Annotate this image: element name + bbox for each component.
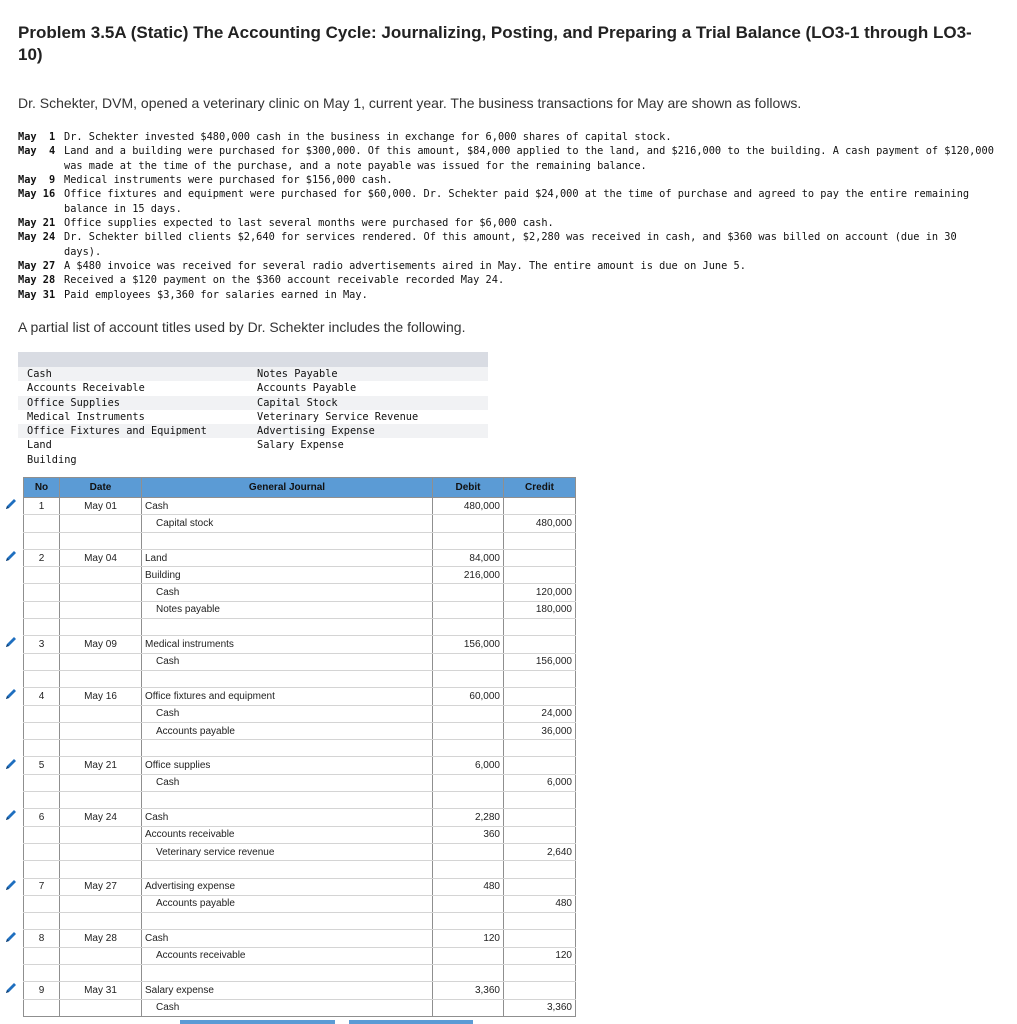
empty-cell [433,619,504,636]
empty-cell [433,670,504,687]
debit-amount: 3,360 [433,982,504,999]
entry-date [60,895,142,912]
entry-date: May 09 [60,636,142,653]
empty-cell [433,861,504,878]
debit-amount: 480 [433,878,504,895]
account-title-row [18,438,488,452]
account-title: Capital Stock [257,396,338,409]
account-title: Medical Instruments [27,410,145,423]
account-title: Notes Payable [257,368,338,380]
account-title [257,453,488,467]
journal-row [24,757,576,774]
journal-account: Accounts receivable [142,826,433,843]
empty-cell [60,861,142,878]
empty-cell [433,740,504,757]
entry-number: 6 [24,809,60,826]
empty-cell [504,740,576,757]
journal-row [24,722,576,739]
account-title: Accounts Payable [257,382,357,395]
entry-number [24,705,60,722]
transaction-text: Paid employees $3,360 for salaries earned in May. [64,288,368,301]
transaction-text: Received a $120 payment on the $360 account receivable recorded May 24. [64,274,505,287]
general-journal-table [23,477,576,1017]
empty-cell [142,861,433,878]
credit-amount: 480,000 [504,515,576,532]
transaction-row [18,130,998,144]
entry-date: May 28 [60,930,142,947]
account-title-row [18,453,488,467]
entry-date [60,722,142,739]
entry-number [24,567,60,584]
entry-number: 8 [24,930,60,947]
entry-date [60,947,142,964]
empty-cell [142,965,433,982]
journal-row [24,826,576,843]
debit-amount [433,515,504,532]
credit-amount [504,878,576,895]
col-header-no: No [24,478,60,498]
credit-amount: 156,000 [504,653,576,670]
empty-cell [433,792,504,809]
entry-date [60,999,142,1016]
journal-account: Cash [142,999,433,1016]
journal-spacer-row [24,619,576,636]
empty-cell [24,619,60,636]
entry-number [24,601,60,618]
debit-amount [433,895,504,912]
transaction-date: May 16 [18,188,56,201]
entry-number [24,515,60,532]
entry-date [60,653,142,670]
account-title: Veterinary Service Revenue [257,410,419,423]
journal-spacer-row [24,532,576,549]
edit-pencil-icon[interactable] [4,497,18,511]
empty-cell [60,619,142,636]
entry-number [24,999,60,1016]
empty-cell [24,532,60,549]
journal-account: Office supplies [142,757,433,774]
debit-amount: 84,000 [433,549,504,566]
entry-date [60,584,142,601]
journal-account: Cash [142,705,433,722]
empty-cell [24,670,60,687]
credit-amount [504,757,576,774]
journal-row [24,809,576,826]
journal-account: Land [142,549,433,566]
empty-cell [142,532,433,549]
journal-account: Accounts payable [142,895,433,912]
transactions-list [18,130,998,302]
transaction-row [18,273,998,287]
credit-amount: 6,000 [504,774,576,791]
entry-number: 5 [24,757,60,774]
journal-spacer-row [24,670,576,687]
entry-number: 2 [24,549,60,566]
journal-spacer-row [24,861,576,878]
transaction-date: May 21 [18,217,56,230]
journal-row [24,982,576,999]
credit-amount: 2,640 [504,843,576,860]
empty-cell [433,532,504,549]
intro-text: Dr. Schekter, DVM, opened a veterinary clinic on May 1, current year. The business transactions for May are shown as follows. [18,95,802,111]
transaction-date: May 1 [18,131,56,143]
debit-amount [433,999,504,1016]
entry-number [24,826,60,843]
empty-cell [24,861,60,878]
journal-row [24,705,576,722]
edit-pencil-icon[interactable] [4,930,18,944]
transaction-text: Dr. Schekter invested $480,000 cash in the business in exchange for 6,000 shares of capital stock. [64,131,672,143]
bottom-button-left[interactable] [180,1020,335,1024]
edit-pencil-icon[interactable] [4,878,18,892]
entry-date [60,826,142,843]
credit-amount: 180,000 [504,601,576,618]
entry-number [24,843,60,860]
journal-row [24,947,576,964]
partial-list-text: A partial list of account titles used by Dr. Schekter includes the following. [18,319,466,335]
journal-row [24,653,576,670]
journal-spacer-row [24,740,576,757]
journal-row [24,584,576,601]
account-title-row [18,367,488,381]
entry-date [60,601,142,618]
transaction-text: Dr. Schekter billed clients $2,640 for services rendered. Of this amount, $2,280 was received in cash, and $360 was billed on account (due in 30 days). [64,231,957,258]
journal-account: Notes payable [142,601,433,618]
entry-date: May 16 [60,688,142,705]
journal-spacer-row [24,965,576,982]
col-header-date: Date [60,478,142,498]
empty-cell [142,792,433,809]
transaction-row [18,288,998,302]
empty-cell [433,965,504,982]
debit-amount [433,653,504,670]
transaction-text: Office supplies expected to last several months were purchased for $6,000 cash. [64,217,554,230]
empty-cell [504,619,576,636]
account-title-row [18,410,488,424]
credit-amount [504,982,576,999]
journal-row [24,843,576,860]
journal-account: Capital stock [142,515,433,532]
entry-number [24,774,60,791]
empty-cell [504,913,576,930]
journal-account: Cash [142,653,433,670]
transaction-date: May 31 [18,288,56,301]
transaction-row [18,216,998,230]
empty-cell [504,670,576,687]
account-title: Land [27,439,52,452]
credit-amount [504,498,576,515]
entry-date [60,515,142,532]
credit-amount: 3,360 [504,999,576,1016]
credit-amount: 36,000 [504,722,576,739]
journal-account: Building [142,567,433,584]
entry-number: 4 [24,688,60,705]
journal-account: Office fixtures and equipment [142,688,433,705]
journal-row [24,878,576,895]
empty-cell [60,532,142,549]
journal-account: Medical instruments [142,636,433,653]
entry-number [24,947,60,964]
journal-row [24,688,576,705]
transaction-text: Land and a building were purchased for $300,000. Of this amount, $84,000 applied to the land, and $216,000 to the building. A cash payment of $120,000 was made at the time of the purchase, and a note payable was issued for the remaining balance. [64,145,994,172]
col-header-credit: Credit [504,478,576,498]
account-title: Cash [27,368,52,380]
account-title: Accounts Receivable [27,382,145,395]
journal-account: Cash [142,584,433,601]
journal-account: Cash [142,498,433,515]
credit-amount: 120 [504,947,576,964]
credit-amount [504,636,576,653]
empty-cell [24,792,60,809]
journal-row [24,999,576,1016]
journal-account: Veterinary service revenue [142,843,433,860]
credit-amount [504,567,576,584]
entry-date: May 01 [60,498,142,515]
transaction-text: Office fixtures and equipment were purchased for $60,000. Dr. Schekter paid $24,000 at the time of purchase and agreed to pay the entire remaining balance in 15 days. [64,188,970,215]
account-title-row [18,424,488,438]
empty-cell [24,965,60,982]
debit-amount [433,705,504,722]
debit-amount [433,584,504,601]
entry-number: 3 [24,636,60,653]
empty-cell [60,965,142,982]
account-title-row [18,396,488,410]
journal-row [24,549,576,566]
credit-amount [504,826,576,843]
entry-number [24,653,60,670]
entry-date: May 31 [60,982,142,999]
entry-date [60,567,142,584]
entry-date [60,705,142,722]
debit-amount: 156,000 [433,636,504,653]
journal-spacer-row [24,913,576,930]
transaction-row [18,173,998,187]
debit-amount [433,843,504,860]
transaction-date: May 4 [18,145,56,158]
edit-pencil-icon[interactable] [4,635,18,649]
entry-date: May 24 [60,809,142,826]
entry-date: May 21 [60,757,142,774]
journal-row [24,636,576,653]
journal-row [24,774,576,791]
journal-account: Cash [142,930,433,947]
transaction-row [18,230,998,259]
entry-date [60,774,142,791]
entry-date [60,843,142,860]
empty-cell [60,913,142,930]
debit-amount [433,774,504,791]
account-title: Advertising Expense [257,425,375,438]
journal-row [24,498,576,515]
journal-row [24,567,576,584]
account-titles-header-bar [18,352,488,367]
journal-account: Cash [142,809,433,826]
journal-row [24,930,576,947]
bottom-button-right[interactable] [349,1020,473,1024]
empty-cell [60,792,142,809]
empty-cell [504,792,576,809]
transaction-date: May 27 [18,260,56,273]
journal-row [24,895,576,912]
credit-amount [504,809,576,826]
entry-number [24,584,60,601]
entry-number: 1 [24,498,60,515]
debit-amount: 120 [433,930,504,947]
transaction-row [18,187,998,216]
credit-amount [504,688,576,705]
account-title-row [18,381,488,395]
account-title: Building [27,453,77,466]
credit-amount: 24,000 [504,705,576,722]
credit-amount: 120,000 [504,584,576,601]
debit-amount: 2,280 [433,809,504,826]
debit-amount: 216,000 [433,567,504,584]
journal-row [24,601,576,618]
transaction-text: Medical instruments were purchased for $156,000 cash. [64,174,393,187]
empty-cell [433,913,504,930]
journal-row [24,515,576,532]
problem-title: Problem 3.5A (Static) The Accounting Cycle: Journalizing, Posting, and Preparing a Trial Balance (LO3-1 through LO3-10) [18,23,972,64]
journal-account: Advertising expense [142,878,433,895]
transaction-date: May 9 [18,174,56,187]
col-header-debit: Debit [433,478,504,498]
entry-number [24,722,60,739]
empty-cell [142,670,433,687]
empty-cell [504,532,576,549]
journal-account: Accounts payable [142,722,433,739]
account-title: Salary Expense [257,439,344,452]
empty-cell [142,619,433,636]
entry-number: 9 [24,982,60,999]
journal-spacer-row [24,792,576,809]
transaction-row [18,259,998,273]
empty-cell [504,965,576,982]
journal-account: Accounts receivable [142,947,433,964]
journal-account: Salary expense [142,982,433,999]
transaction-row [18,144,998,173]
empty-cell [142,913,433,930]
entry-number [24,895,60,912]
entry-date: May 27 [60,878,142,895]
debit-amount: 480,000 [433,498,504,515]
credit-amount [504,549,576,566]
debit-amount: 360 [433,826,504,843]
debit-amount: 60,000 [433,688,504,705]
empty-cell [60,670,142,687]
credit-amount [504,930,576,947]
debit-amount [433,947,504,964]
col-header-general-journal: General Journal [142,478,433,498]
journal-account: Cash [142,774,433,791]
edit-pencil-icon[interactable] [4,808,18,822]
entry-date: May 04 [60,549,142,566]
debit-amount [433,722,504,739]
empty-cell [24,740,60,757]
edit-pencil-icon[interactable] [4,981,18,995]
entry-number: 7 [24,878,60,895]
credit-amount: 480 [504,895,576,912]
account-titles-box [18,352,488,467]
empty-cell [24,913,60,930]
debit-amount: 6,000 [433,757,504,774]
edit-pencil-icon[interactable] [4,549,18,563]
empty-cell [142,740,433,757]
edit-pencil-icon[interactable] [4,687,18,701]
debit-amount [433,601,504,618]
edit-pencil-icon[interactable] [4,757,18,771]
empty-cell [504,861,576,878]
account-title: Office Supplies [27,396,120,409]
transaction-date: May 24 [18,231,56,244]
transaction-date: May 28 [18,274,56,287]
transaction-text: A $480 invoice was received for several radio advertisements aired in May. The entire amount is due on June 5. [64,260,746,273]
account-title: Office Fixtures and Equipment [27,425,207,438]
empty-cell [60,740,142,757]
